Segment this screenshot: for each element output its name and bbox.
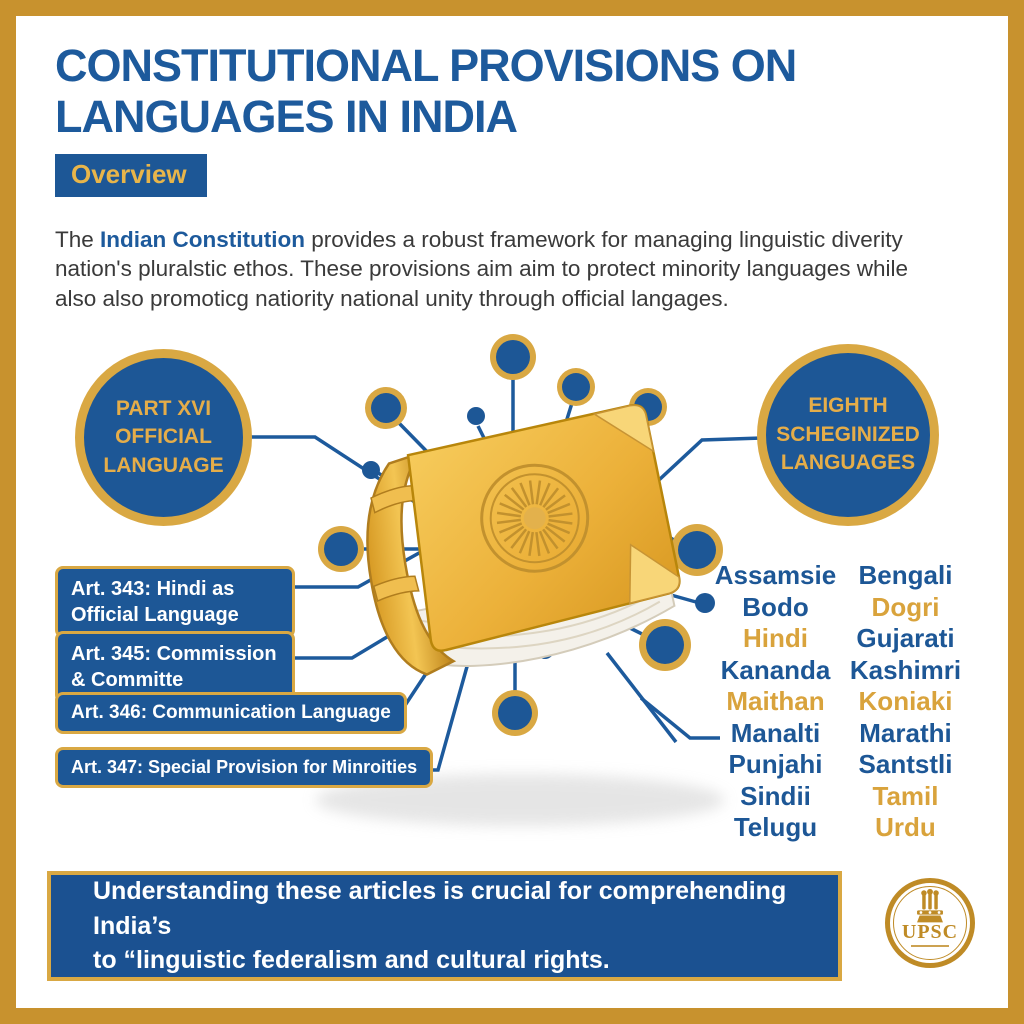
overview-paragraph: [55, 225, 915, 314]
language-item: Marathi: [859, 717, 952, 748]
eighth-schedule-circle: [757, 344, 939, 526]
part-xvi-circle: [75, 349, 252, 526]
language-item: Maithan: [726, 686, 825, 716]
language-item: Dogri: [871, 591, 940, 622]
language-item: Hindi: [743, 623, 808, 653]
part-xvi-circle-label: PART XVI OFFICIAL LANGUAGE: [103, 396, 224, 477]
article-box-347: Art. 347: Special Provision for Minroities: [55, 747, 433, 788]
language-item: Telugu: [733, 812, 818, 842]
language-item: Kananda: [720, 654, 831, 685]
language-item: Gujarati: [856, 623, 955, 653]
upsc-motto-line: [911, 945, 949, 947]
language-column-2: [833, 560, 978, 844]
language-item: Assamsie: [714, 560, 837, 590]
page-title-line1: CONSTITUTIONAL PROVISIONS ON: [55, 40, 797, 91]
language-item: Punjahi: [728, 749, 823, 779]
overview-badge: Overview: [55, 154, 207, 197]
upsc-logo-text: UPSC: [901, 921, 959, 943]
article-box-343: Art. 343: Hindi as Official Language: [55, 566, 295, 638]
page-title: [55, 40, 935, 143]
upsc-logo-inner-ring: [893, 886, 967, 960]
footer-banner: [47, 871, 842, 981]
article-box-345: Art. 345: Commission & Committe: [55, 631, 295, 703]
upsc-logo: [885, 878, 975, 968]
language-item: Tamil: [872, 780, 939, 811]
language-item: Bengali: [858, 560, 953, 590]
language-item: Urdu: [875, 812, 936, 842]
eighth-schedule-circle-label: EIGHTH SCHEGINIZED LANGUAGES: [776, 394, 920, 475]
page-title-line2: LANGUAGES IN INDIA: [55, 91, 518, 143]
footer-line2: to “linguistic federalism and cultural rights.: [93, 946, 610, 975]
language-item: Kashimri: [849, 654, 962, 685]
article-box-346: Art. 346: Communication Language: [55, 692, 407, 734]
language-item: Sindii: [740, 780, 811, 811]
overview-text-rest: provides a robust framework for managing linguistic diverity nation's pluralstic ethos. These provisions aim aim to protect minority languages while also also promoticg natiority national unity through official langages.: [55, 226, 909, 311]
overview-highlight: Indian Constitution: [100, 226, 305, 252]
language-column-1: [698, 560, 853, 844]
language-item: Bodo: [742, 591, 809, 622]
language-item: Santstli: [858, 749, 953, 779]
overview-text-prefix: The: [55, 226, 101, 252]
footer-line1: Understanding these articles is crucial for comprehending India’s: [93, 877, 787, 940]
constitution-book-illustration: [353, 402, 687, 680]
language-item: Koniaki: [858, 686, 953, 716]
ashoka-lion-capital-icon: [900, 887, 960, 925]
language-item: Manalti: [730, 717, 821, 748]
